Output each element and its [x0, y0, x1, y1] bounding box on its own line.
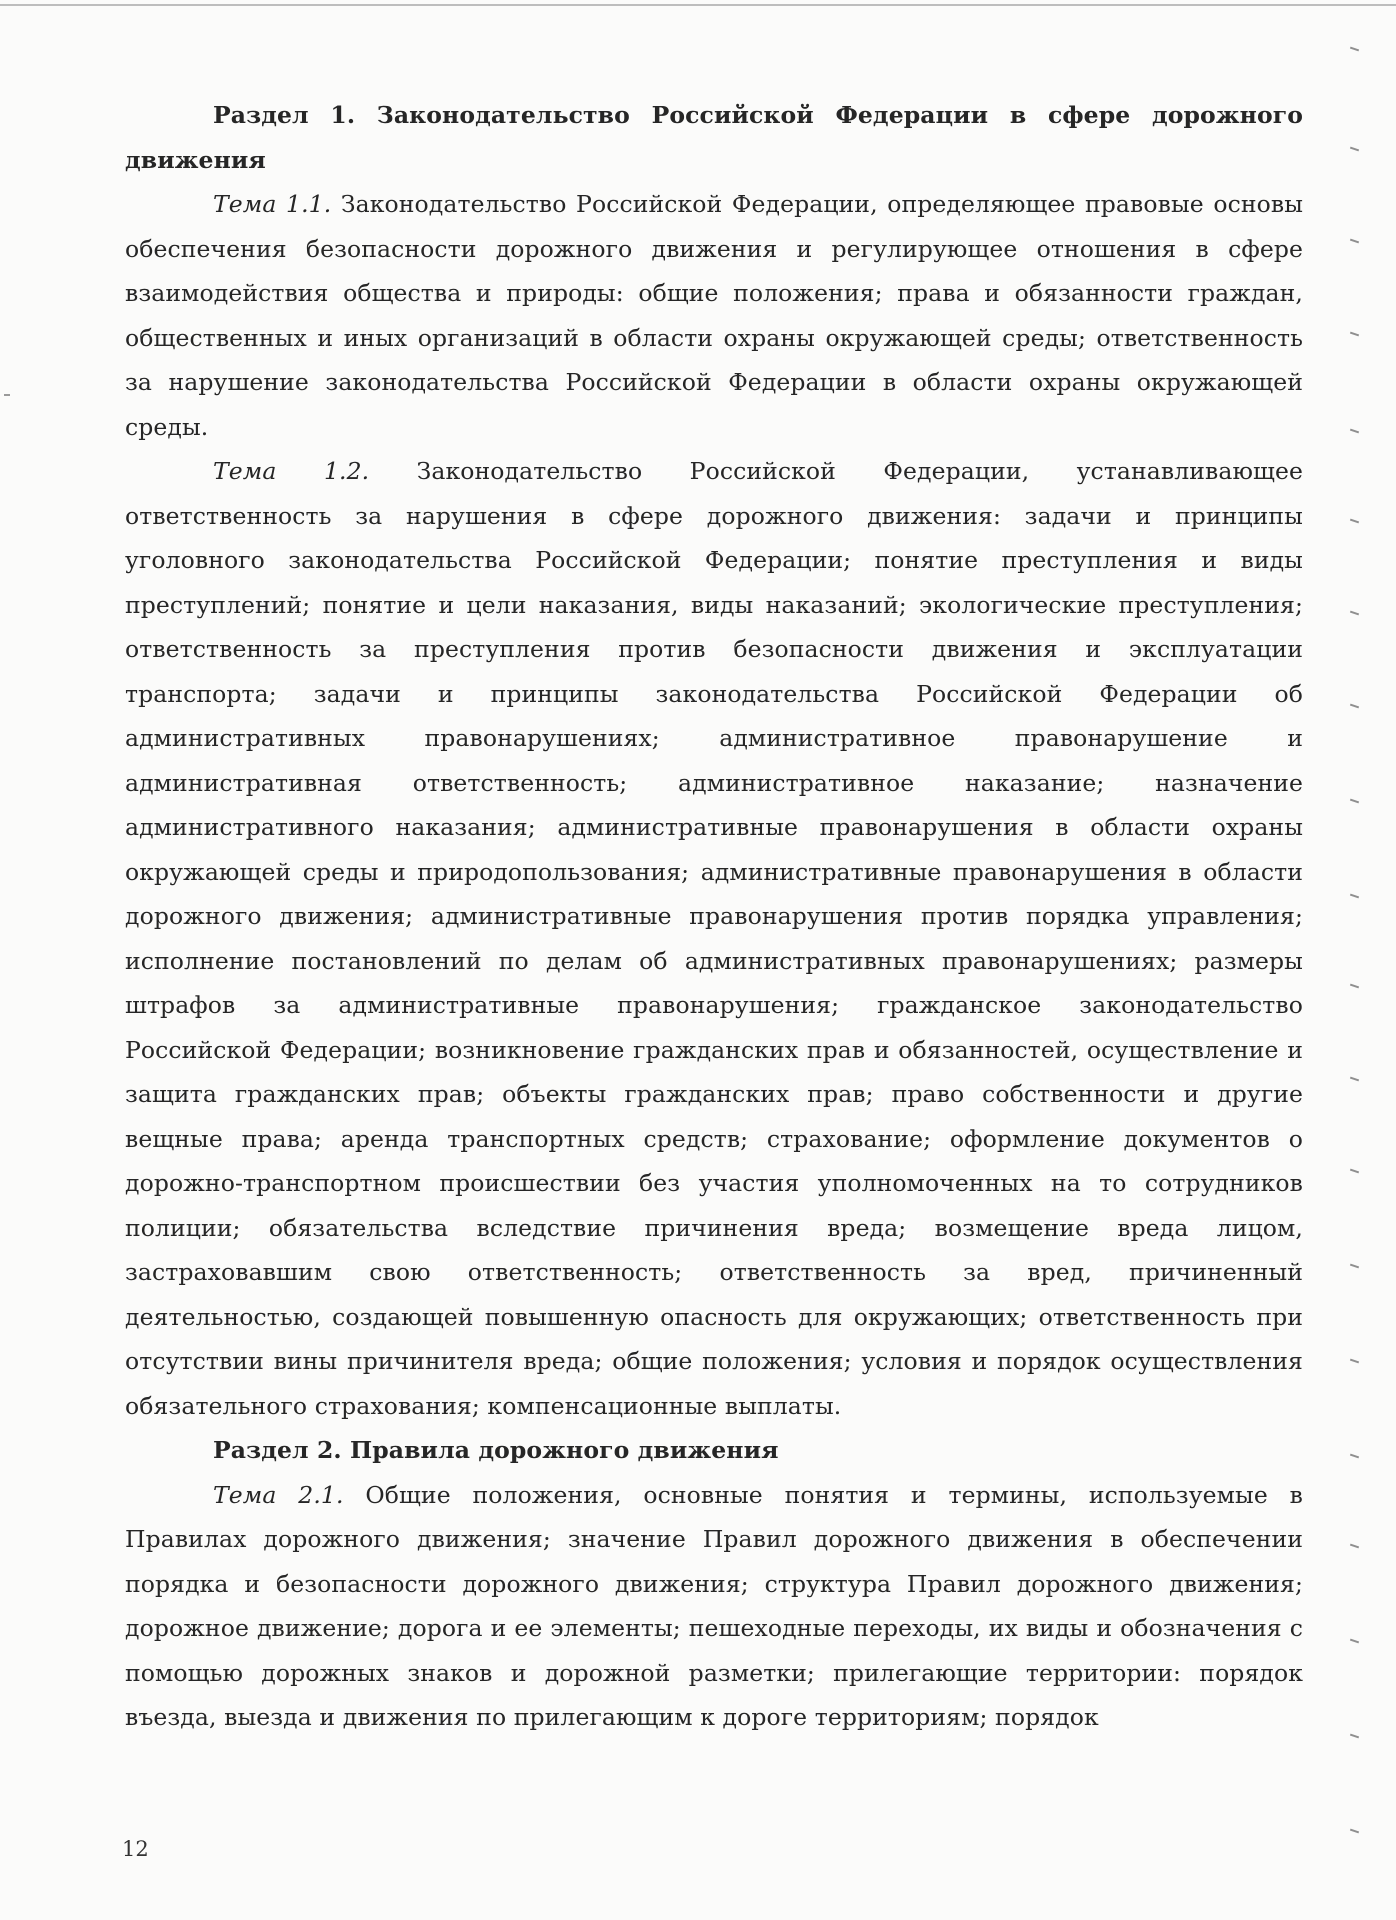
document-body	[125, 93, 1303, 1740]
topic-2-1-label: Тема 2.1.	[213, 1480, 344, 1509]
topic-1-2-paragraph	[125, 449, 1303, 1428]
topic-1-2-text: Законодательство Российской Федерации, устанавливающее ответственность за нарушения в сфере дорожного движения: задачи и принципы уголовного законодательства Российской Федерации; понятие преступления и виды преступлений; понятие и цели наказания, виды наказаний; экологические преступления; ответственность за преступления против безопасности движения и эксплуатации транспорта; задачи и принципы законодательства Российской Федерации об административных правонарушениях; административное правонарушение и административная ответственность; административное наказание; назначение административного наказания; административные правонарушения в области охраны окружающей среды и природопользования; административные правонарушения в области дорожного движения; административные правонарушения против порядка управления; исполнение постановлений по делам об административных правонарушениях; размеры штрафов за административные правонарушения; гражданское законодательство Российской Федерации; возникновение гражданских прав и обязанностей, осуществление и защита гражданских прав; объекты гражданских прав; право собственности и другие вещные права; аренда транспортных средств; страхование; оформление документов о дорожно-транспортном происшествии без участия уполномоченных на то сотрудников полиции; обязательства вследствие причинения вреда; возмещение вреда лицом, застраховавшим свою ответственность; ответственность за вред, причиненный деятельностью, создающей повышенную опасность для окружающих; ответственность при отсутствии вины причинителя вреда; общие положения; условия и порядок осуществления обязательного страхования; компенсационные выплаты.	[125, 457, 1303, 1420]
topic-1-1-label: Тема 1.1.	[213, 190, 332, 218]
section-1-heading: Раздел 1. Законодательство Российской Федерации в сфере дорожного движения	[125, 101, 1303, 174]
page-number: 12	[122, 1837, 149, 1861]
scan-binding-marks	[1336, 0, 1396, 1920]
topic-2-1-paragraph	[125, 1473, 1303, 1740]
section-2-heading: Раздел 2. Правила дорожного движения	[213, 1436, 779, 1464]
topic-1-2-label: Тема 1.2.	[213, 457, 370, 485]
scan-margin-mark	[4, 394, 10, 396]
topic-2-1-text: Общие положения, основные понятия и термины, используемые в Правилах дорожного движения; значение Правил дорожного движения в обеспечении порядка и безопасности дорожного движения; структура Правил дорожного движения; дорожное движение; дорога и ее элементы; пешеходные переходы, их виды и обозначения с помощью дорожных знаков и дорожной разметки; прилегающие территории: порядок въезда, выезда и движения по прилегающим к дороге территориям; порядок	[125, 1480, 1304, 1731]
scan-top-edge-line	[0, 4, 1396, 6]
topic-1-1-text: Законодательство Российской Федерации, определяющее правовые основы обеспечения безопасности дорожного движения и регулирующее отношения в сфере взаимодействия общества и природы: общие положения; права и обязанности граждан, общественных и иных организаций в области охраны окружающей среды; ответственность за нарушение законодательства Российской Федерации в области охраны окружающей среды.	[125, 190, 1303, 441]
topic-1-1-paragraph	[125, 182, 1303, 449]
